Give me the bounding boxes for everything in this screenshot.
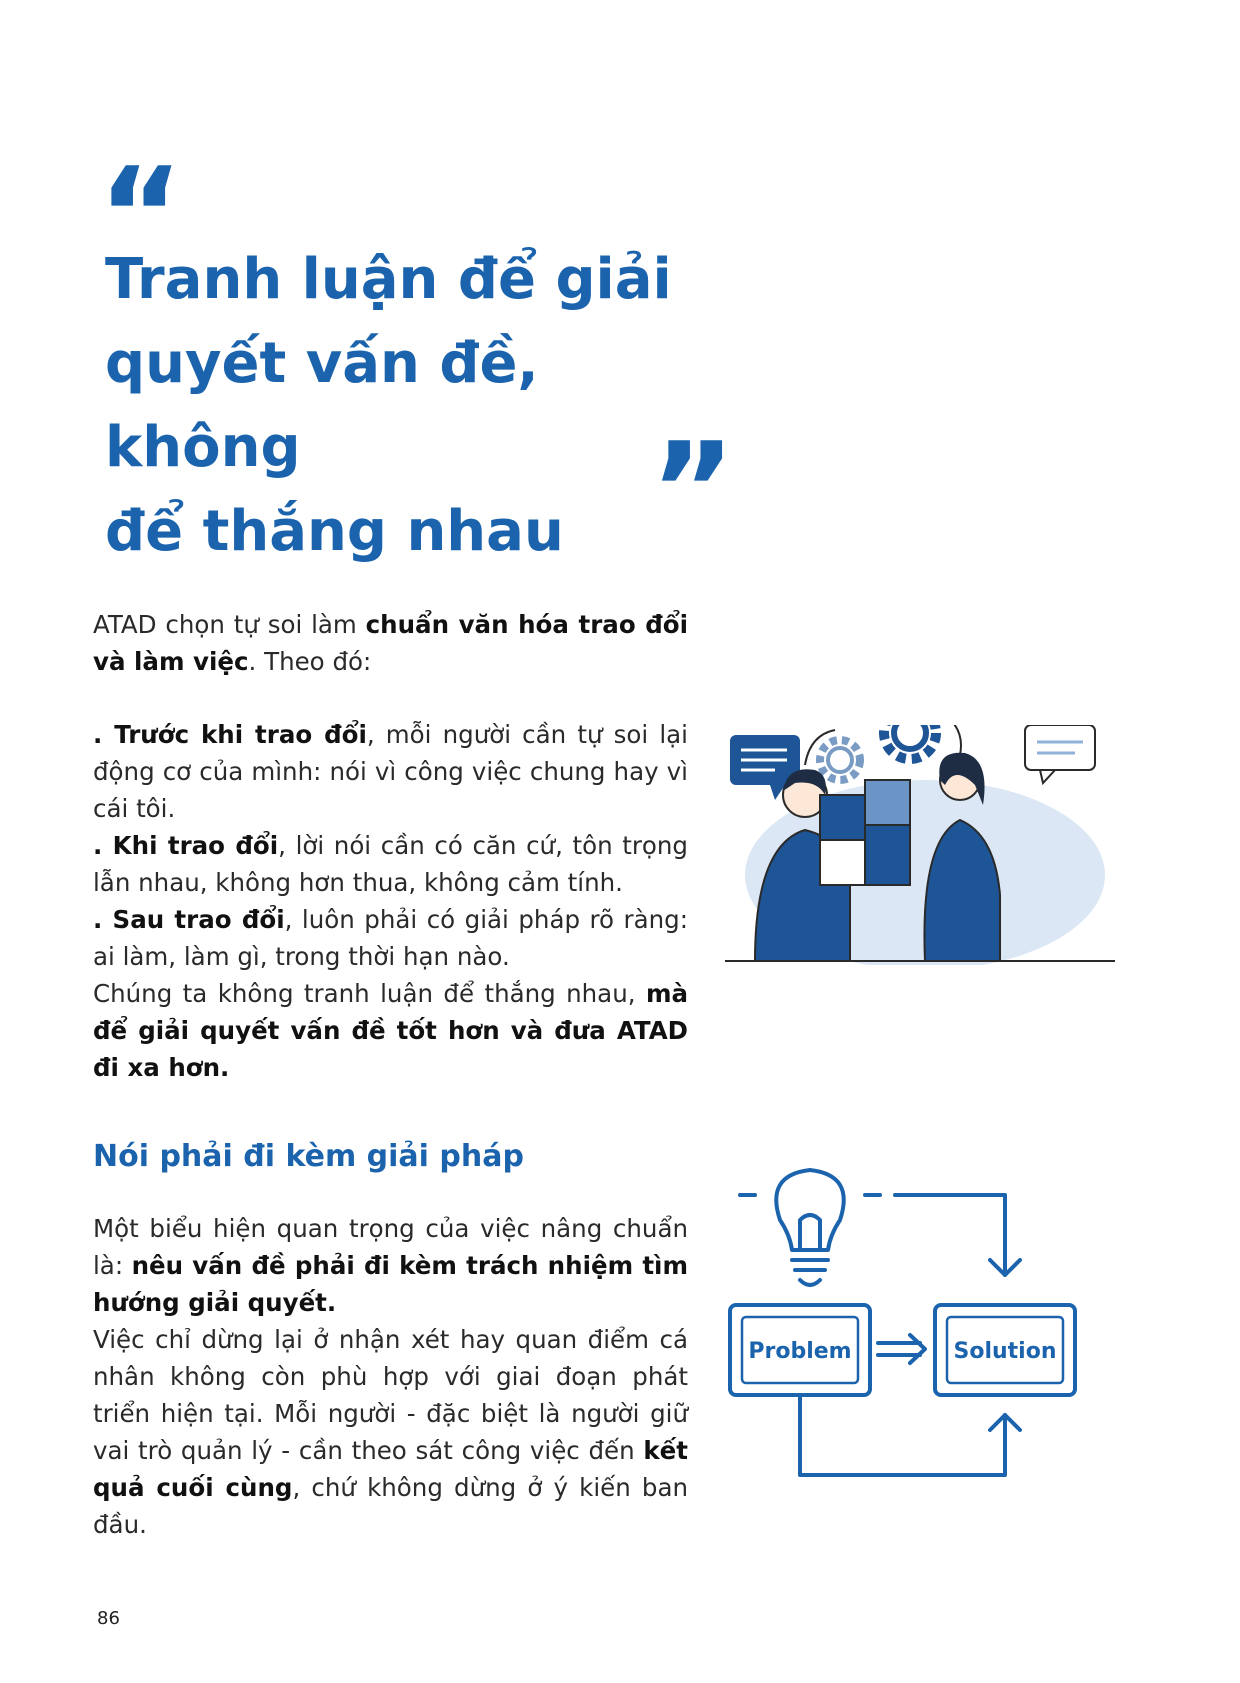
section-heading: Nói phải đi kèm giải pháp: [93, 1139, 524, 1174]
close-quote-mark: ”: [650, 414, 736, 566]
culture-text-block: [93, 606, 688, 1086]
problem-label: Problem: [748, 1339, 852, 1364]
solution-paragraph-2: Việc chỉ dừng lại ở nhận xét hay quan điểm cá nhân không còn phù hợp với giai đoạn phát triển hiện tại. Mỗi người - đặc biệt là người giữ vai trò quản lý - cần theo sát công việc đến kết quả cuối cùng, chứ không dừng ở ý kiến ban đầu.: [93, 1325, 688, 1539]
open-quote-mark: “: [98, 139, 184, 291]
lightbulb-icon: [740, 1165, 880, 1285]
item-before-exchange: . Trước khi trao đổi, mỗi người cần tự soi lại động cơ của mình: nói vì công việc chung hay vì cái tôi.: [93, 720, 688, 823]
puzzle-pieces-icon: [820, 780, 910, 885]
item-after-exchange: . Sau trao đổi, luôn phải có giải pháp rõ ràng: ai làm, làm gì, trong thời hạn nào.: [93, 905, 688, 971]
solution-text-block: [93, 1210, 688, 1543]
right-arrow-icon: [878, 1335, 925, 1363]
gear-icon: [820, 740, 860, 780]
bottom-loop-arrow: [800, 1395, 1005, 1475]
item-during-exchange: . Khi trao đổi, lời nói cần có căn cứ, tôn trọng lẫn nhau, không hơn thua, không cảm tính.: [93, 831, 688, 897]
page-number: 86: [97, 1608, 120, 1629]
closing-paragraph: Chúng ta không tranh luận để thắng nhau, mà để giải quyết vấn đề tốt hơn và đưa ATAD đi xa hơn.: [93, 979, 688, 1082]
teamwork-illustration: [725, 725, 1115, 965]
solution-paragraph-1: Một biểu hiện quan trọng của việc nâng chuẩn là: nêu vấn đề phải đi kèm trách nhiệm tìm hướng giải quyết.: [93, 1214, 688, 1317]
headline-line: để thắng nhau: [105, 499, 564, 564]
chat-bubble-outline-icon: [1025, 725, 1095, 783]
headline-line: Tranh luận để giải: [105, 247, 672, 312]
page-headline: [105, 238, 705, 574]
solution-label: Solution: [953, 1339, 1057, 1364]
headline-line: quyết vấn đề, không: [105, 331, 539, 480]
gear-icon: [884, 725, 936, 759]
top-connector-arrow: [895, 1195, 1005, 1275]
intro-paragraph: ATAD chọn tự soi làm chuẩn văn hóa trao đổi và làm việc. Theo đó:: [93, 610, 688, 676]
problem-solution-diagram: [720, 1165, 1130, 1540]
